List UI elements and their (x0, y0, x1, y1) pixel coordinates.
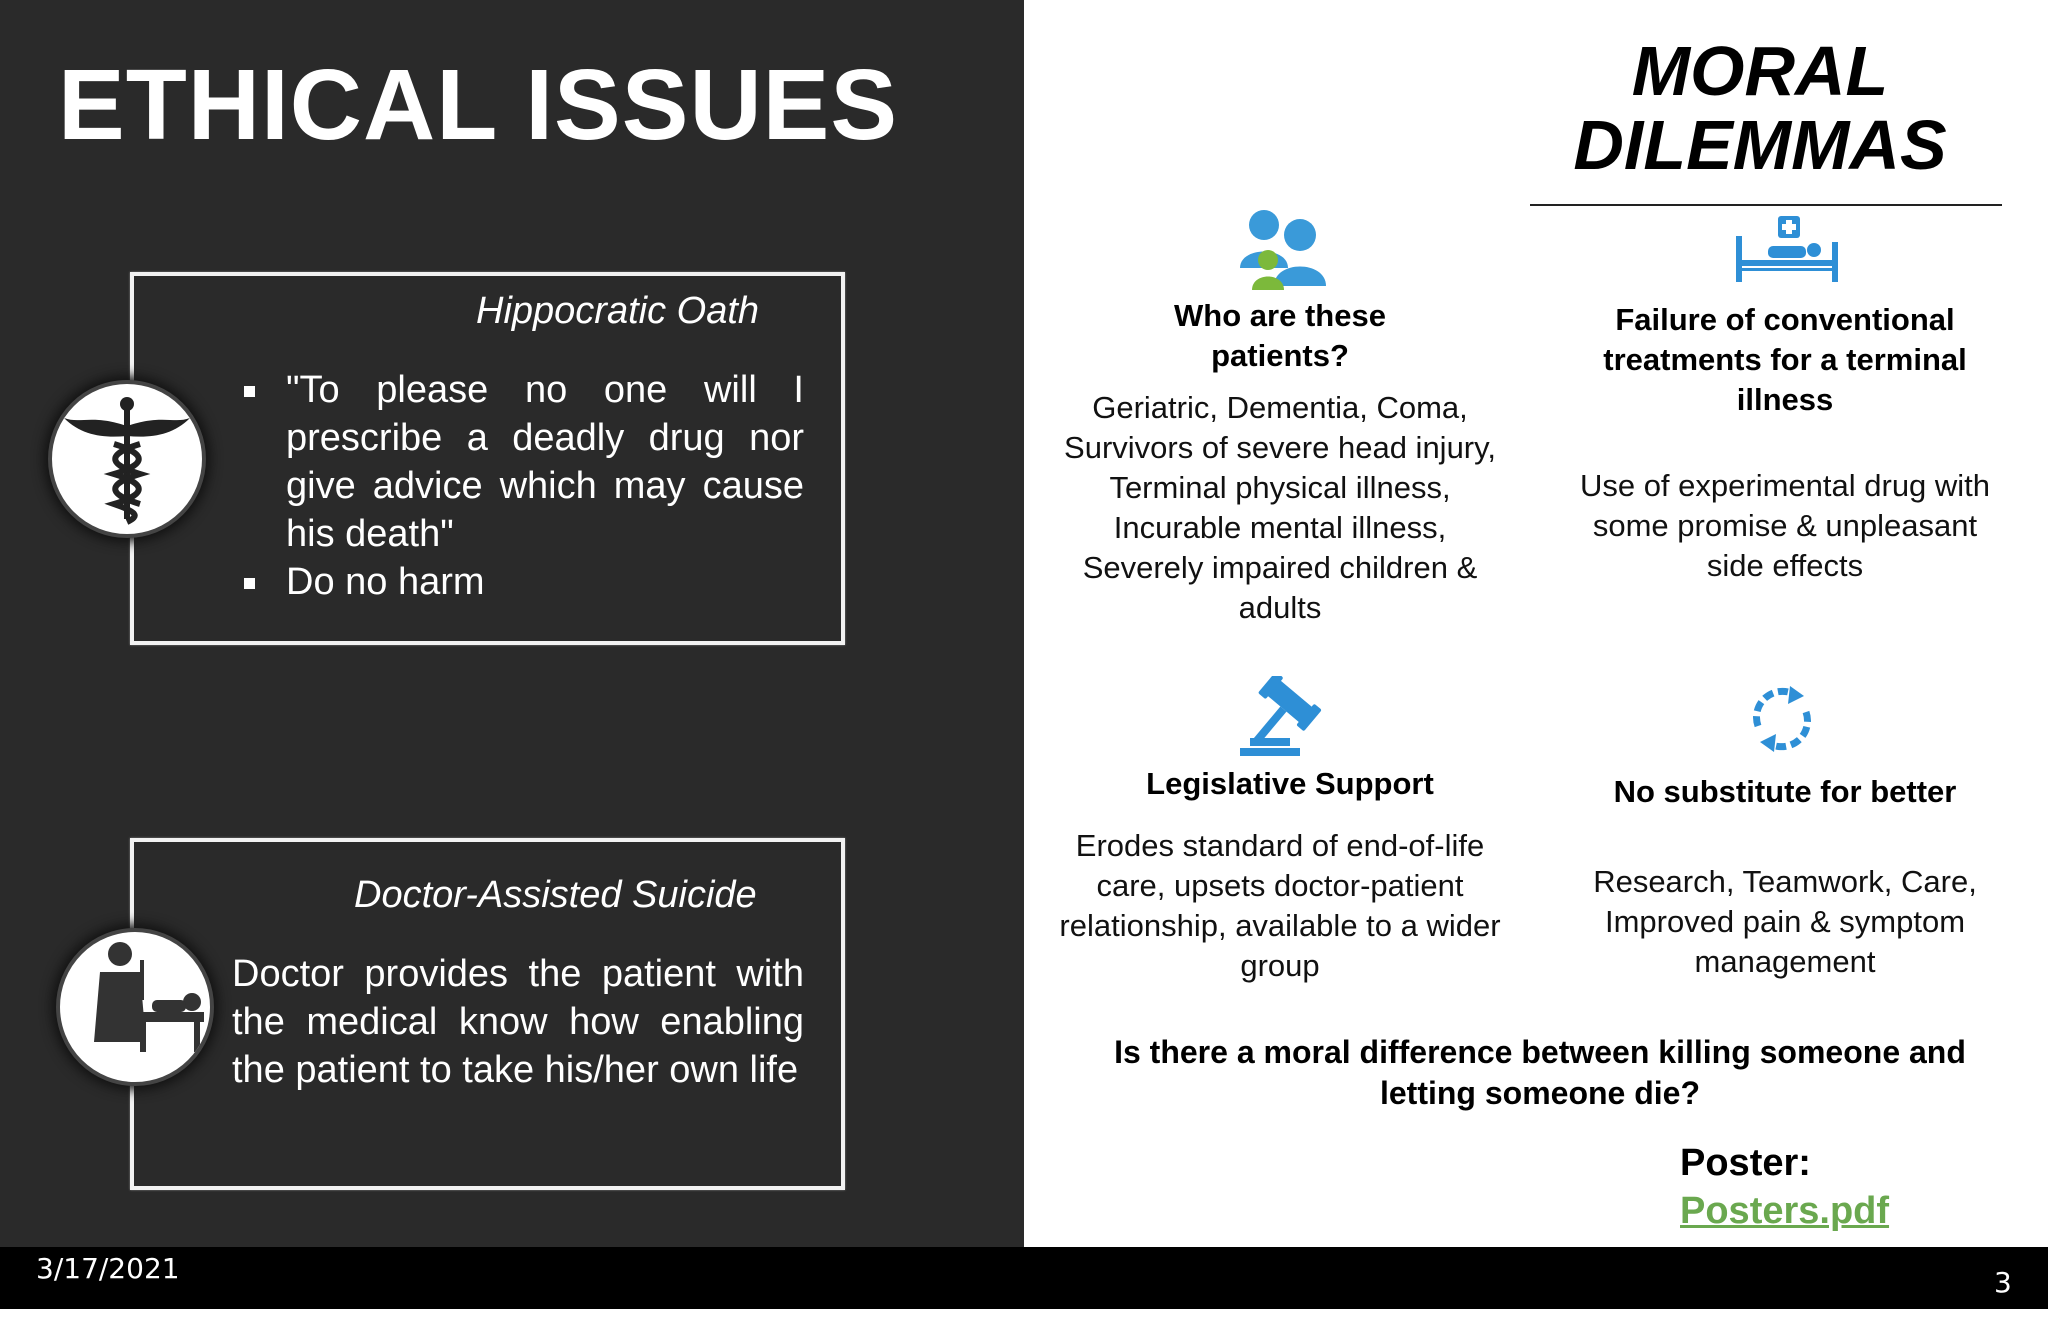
card-body: Use of experimental drug with some promise & unpleasant side effects (1579, 468, 1991, 583)
caduceus-medallion (48, 380, 206, 538)
hippocratic-oath-list (242, 366, 804, 606)
moral-question: Is there a moral difference between killing someone and letting someone die? (1114, 1034, 1966, 1111)
card-heading: No substitute for better (1613, 774, 1957, 809)
slide-date: 3/17/2021 (36, 1252, 180, 1285)
hippocratic-oath-heading: Hippocratic Oath (476, 290, 760, 332)
people-icon (1238, 208, 1326, 290)
card-body: Research, Teamwork, Care, Improved pain & symptom management (1593, 864, 1977, 979)
title-divider (1530, 204, 2002, 206)
moral-dilemmas-title (1530, 34, 1990, 182)
gavel-icon (1236, 676, 1334, 756)
hospital-bed-icon (1734, 216, 1840, 282)
doctor-patient-icon (60, 932, 210, 1082)
list-item: Do no harm (242, 558, 804, 606)
slide-footer (0, 1247, 2048, 1309)
slide-title-ethical-issues: ETHICAL ISSUES (58, 49, 899, 161)
doctor-assisted-suicide-body: Doctor provides the patient with the medical know how enabling the patient to take his/her own life (232, 953, 804, 1091)
card-heading: Failure of conventional treatments for a terminal illness (1603, 302, 1967, 417)
caduceus-icon (52, 384, 202, 534)
card-body: Erodes standard of end-of-life care, upsets doctor-patient relationship, available to a wider group (1059, 828, 1501, 983)
card-body: Geriatric, Dementia, Coma, Survivors of severe head injury, Terminal physical illness, Incurable mental illness, Severely impaired children & adults (1064, 390, 1496, 625)
title-line: DILEMMAS (1573, 106, 1947, 184)
slide-page-number: 3 (1994, 1266, 2012, 1299)
card-heading: Who are these patients? (1174, 298, 1386, 373)
title-line: MORAL (1631, 32, 1889, 110)
doctor-assisted-suicide-heading: Doctor-Assisted Suicide (354, 874, 757, 916)
list-item: "To please no one will I prescribe a deadly drug nor give advice which may cause his death" (242, 366, 804, 558)
poster-label: Poster: (1680, 1142, 1811, 1184)
refresh-icon (1744, 686, 1820, 752)
card-heading: Legislative Support (1146, 766, 1434, 801)
doctor-patient-medallion (56, 928, 214, 1086)
posters-pdf-link[interactable]: Posters.pdf (1680, 1190, 1890, 1232)
